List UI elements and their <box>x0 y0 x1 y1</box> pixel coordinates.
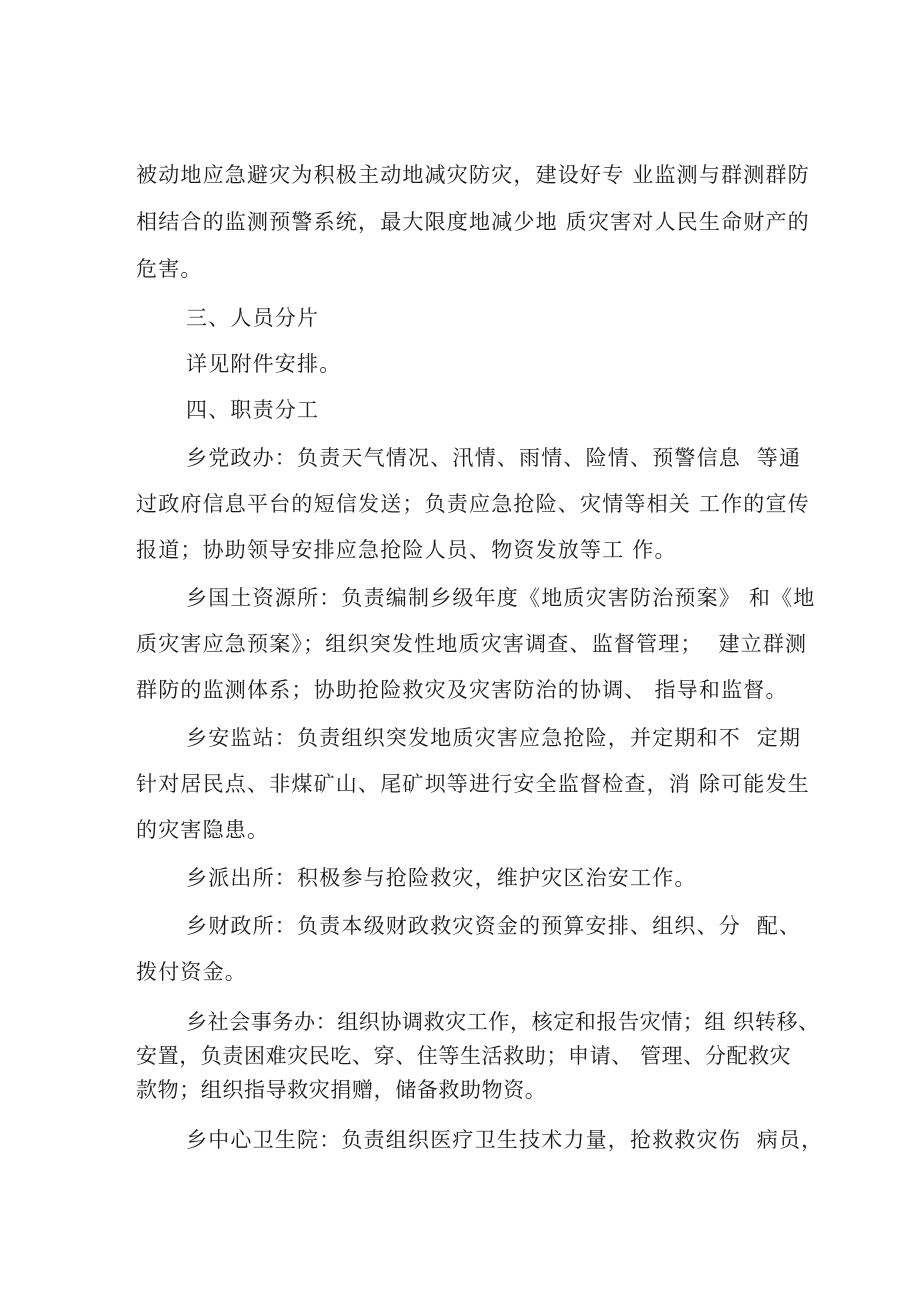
paragraph-line: 乡社会事务办：组织协调救灾工作，核定和报告灾情；组 织转移、 <box>186 1010 820 1034</box>
paragraph-line: 针对居民点、非煤矿山、尾矿坝等进行安全监督检查，消 除可能发生 <box>136 772 810 796</box>
paragraph-line: 报道；协助领导安排应急抢险人员、物资发放等工 作。 <box>136 538 677 562</box>
paragraph-line: 质灾害应急预案》；组织突发性地质灾害调查、监督管理； 建立群测 <box>136 632 808 656</box>
paragraph-line: 危害。 <box>136 257 203 281</box>
paragraph-line: 拨付资金。 <box>136 960 247 984</box>
paragraph-line: 款物；组织指导救灾捐赠，储备救助物资。 <box>136 1078 547 1102</box>
paragraph-line: 群防的监测体系；协助抢险救灾及灾害防治的协调、 指导和监督。 <box>136 678 788 702</box>
paragraph-line: 乡党政办：负责天气情况、汛情、雨情、险情、预警信息 等通 <box>186 446 802 470</box>
paragraph-line: 乡派出所：积极参与抢险救灾，维护灾区治安工作。 <box>186 866 697 890</box>
paragraph-line: 被动地应急避灾为积极主动地减灾防灾，建设好专 业监测与群测群防 <box>136 163 810 187</box>
section-heading: 四、职责分工 <box>186 398 320 422</box>
paragraph-line: 乡财政所：负责本级财政救灾资金的预算安排、组织、分 配、 <box>186 914 802 938</box>
paragraph-line: 相结合的监测预警系统，最大限度地减少地 质灾害对人民生命财产的 <box>136 210 810 234</box>
paragraph-line: 的灾害隐患。 <box>136 818 270 842</box>
section-heading: 三、人员分片 <box>186 306 320 330</box>
paragraph-line: 乡国土资源所：负责编制乡级年度《地质灾害防治预案》 和《地 <box>186 586 816 610</box>
paragraph-line: 乡安监站：负责组织突发地质灾害应急抢险，并定期和不 定期 <box>186 726 802 750</box>
paragraph-line: 乡中心卫生院：负责组织医疗卫生技术力量，抢救救灾伤 病员， <box>186 1128 824 1152</box>
paragraph-line: 过政府信息平台的短信发送；负责应急抢险、灾情等相关 工作的宣传 <box>136 492 810 516</box>
paragraph-line: 详见附件安排。 <box>186 352 342 376</box>
paragraph-line: 安置，负责困难灾民吃、穿、住等生活救助；申请、 管理、分配救灾 <box>136 1044 792 1068</box>
